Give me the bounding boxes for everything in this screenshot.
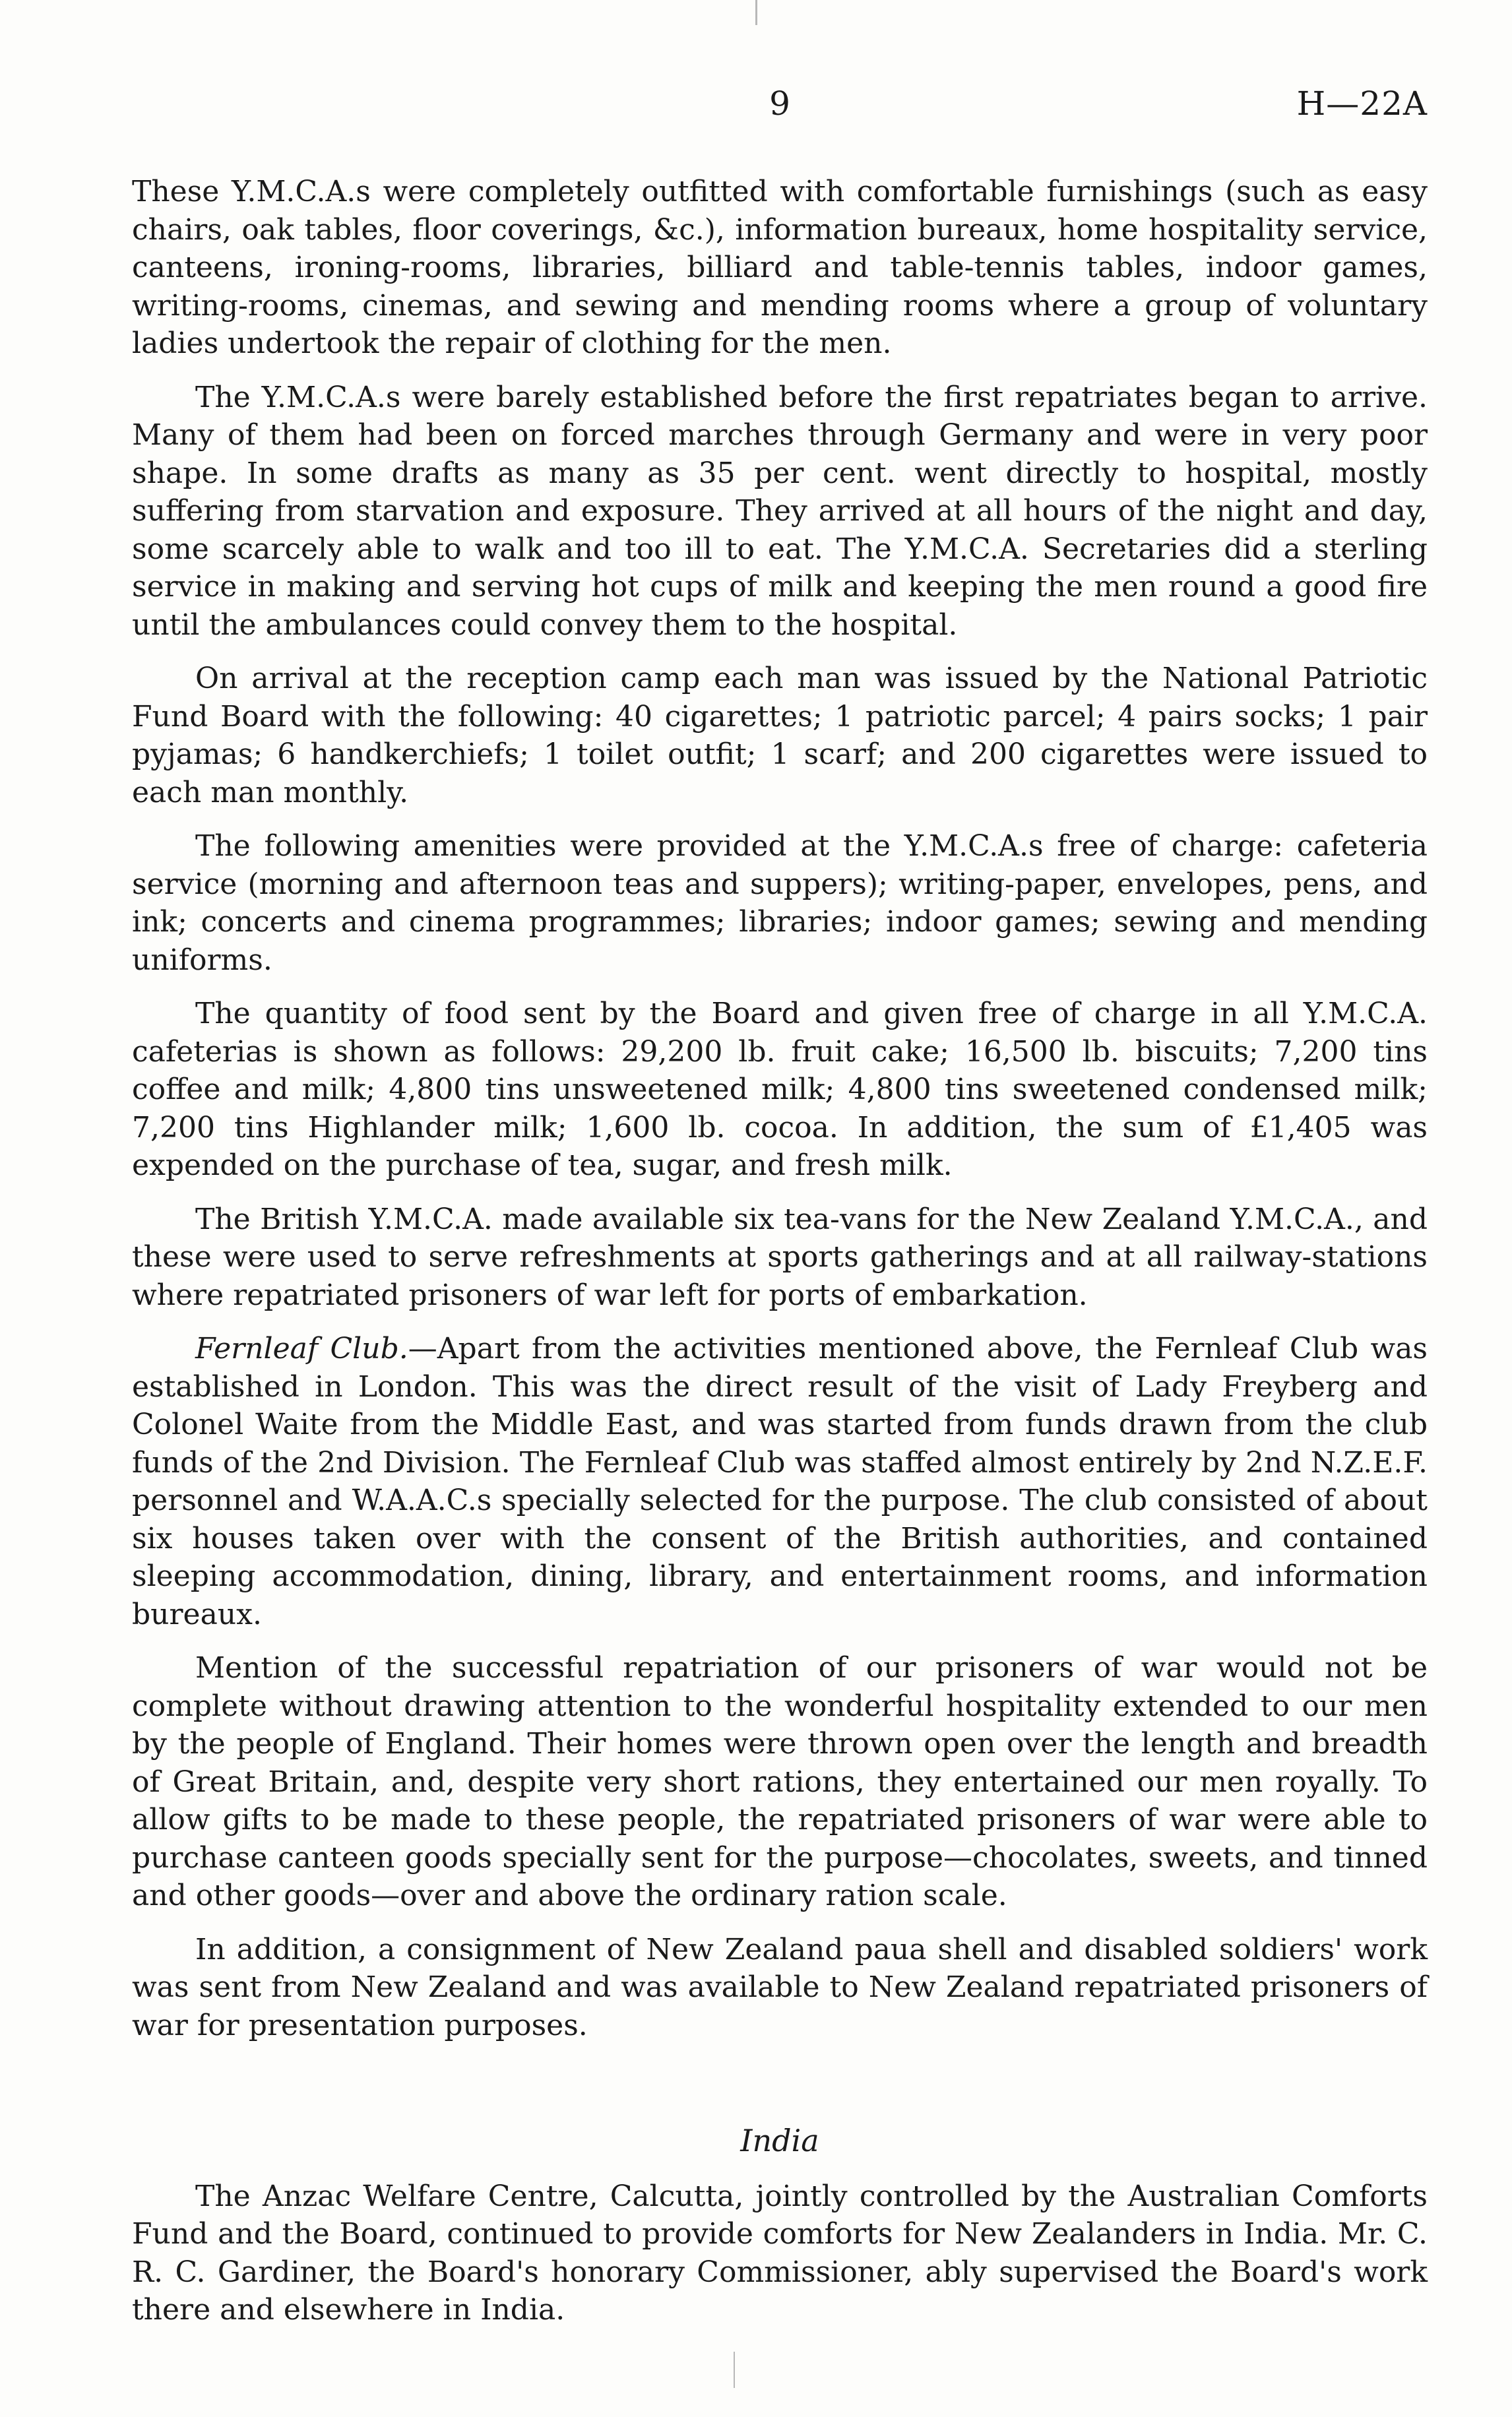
paragraph-hospitality: Mention of the successful repatriation of our prisoners of war would not be complete without drawing attention to the wonderful hospitality extended to our men by the people of England. Their homes were thrown open over the length and breadth of Great Britain, and, despite very short rations, they entertained our men royally. To allow gifts to be made to these people, the repatriated prisoners of war were able to purchase canteen goods specially sent for the purpose—chocolates, sweets, and tinned and other goods—over and above the ordinary ration scale. [132,1651,1428,1912]
paragraph-ymca-furnishings: These Y.M.C.A.s were completely outfitted with comfortable furnishings (such as easy chairs, oak tables, floor coverings, &c.), information bureaux, home hospitality service, canteens, ironing-rooms, libraries, billiard and table-tennis tables, indoor games, writing-rooms, cinemas, and sewing and mending rooms where a group of voluntary ladies undertook the repair of clothing for the men. [132,175,1428,360]
section-heading-india: India [740,2123,819,2158]
paragraph-reception-camp: On arrival at the reception camp each man was issued by the National Patriotic Fund Board with the following: 40 cigarettes; 1 patriotic parcel; 4 pairs socks; 1 pair pyjamas; 6 handkerchiefs; 1 toilet outfit; 1 scarf; and 200 cigarettes were issued to each man monthly. [132,662,1428,809]
paragraph-amenities: The following amenities were provided at the Y.M.C.A.s free of charge: cafeteria service (morning and afternoon teas and suppers); writing-paper, envelopes, pens, and ink; concerts and cinema programmes; libraries; indoor games; sewing and mending uniforms. [132,829,1428,977]
body-text [132,173,1428,2345]
fernleaf-club-body: —Apart from the activities mentioned above, the Fernleaf Club was established in London. This was the direct result of the visit of Lady Freyberg and Colonel Waite from the Middle East, and was started from funds drawn from the club funds of the 2nd Division. The Fernleaf Club was staffed almost entirely by 2nd N.Z.E.F. personnel and W.A.A.C.s specially selected for the purpose. The club consisted of about six houses taken over with the consent of the British authorities, and contained sleeping accommodation, dining, library, and entertainment rooms, and information bureaux. [132,1332,1428,1631]
paragraph-repatriates-arrival: The Y.M.C.A.s were barely established before the first repatriates began to arrive. Many of them had been on forced marches through Germany and were in very poor shape. In some drafts as many as 35 per cent. went directly to hospital, mostly suffering from starvation and exposure. They arrived at all hours of the night and day, some scarcely able to walk and too ill to eat. The Y.M.C.A. Secretaries did a sterling service in making and serving hot cups of milk and keeping the men round a good fire until the ambulances could convey them to the hospital. [132,380,1428,642]
fernleaf-club-heading: Fernleaf Club. [195,1332,408,1365]
paragraph-tea-vans: The British Y.M.C.A. made available six tea-vans for the New Zealand Y.M.C.A., and these were used to serve refreshments at sports gatherings and at all railway-stations where repatriated prisoners of war left for ports of embarkation. [132,1202,1428,1312]
page-number: 9 [769,84,790,123]
document-code: H—22A [1296,84,1428,123]
paragraph-india-welfare: The Anzac Welfare Centre, Calcutta, jointly controlled by the Australian Comforts Fund and the Board, continued to provide comforts for New Zealanders in India. Mr. C. R. C. Gardiner, the Board's honorary Commissioner, ably supervised the Board's work there and elsewhere in India. [132,2179,1428,2327]
scan-mark [734,2352,735,2388]
page-header [132,84,1428,137]
paragraph-fernleaf-club [132,1330,1428,1633]
scan-mark [755,0,757,25]
paragraph-paua-shell: In addition, a consignment of New Zealand paua shell and disabled soldiers' work was sent from New Zealand and was available to New Zealand repatriated prisoners of war for presentation purposes. [132,1932,1428,2042]
paragraph-food-quantity: The quantity of food sent by the Board and given free of charge in all Y.M.C.A. cafeterias is shown as follows: 29,200 lb. fruit cake; 16,500 lb. biscuits; 7,200 tins coffee and milk; 4,800 tins unsweetened milk; 4,800 tins sweetened condensed milk; 7,200 tins Highlander milk; 1,600 lb. cocoa. In addition, the sum of £1,405 was expended on the purchase of tea, sugar, and fresh milk. [132,997,1428,1182]
